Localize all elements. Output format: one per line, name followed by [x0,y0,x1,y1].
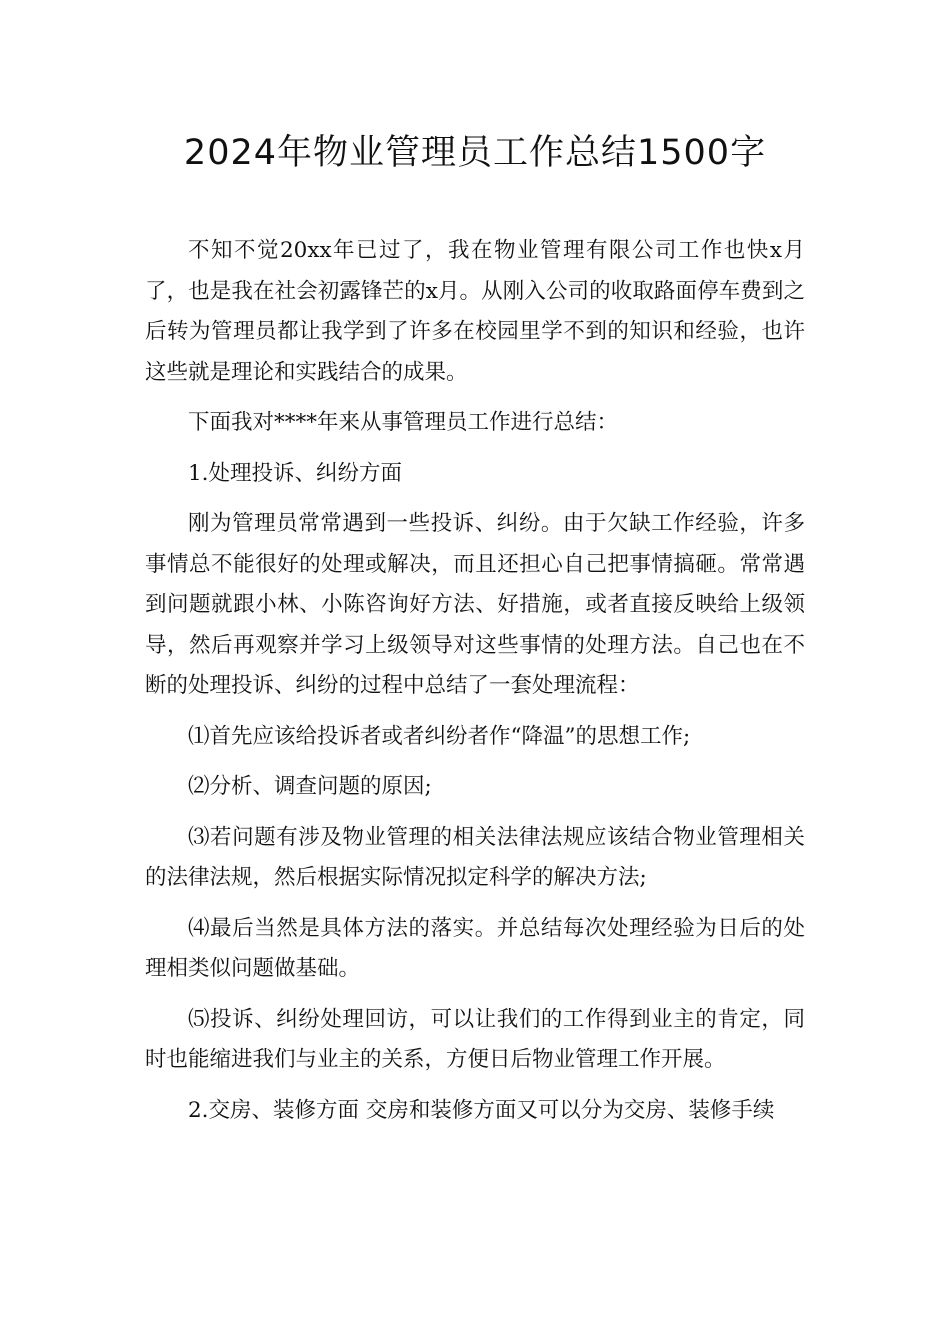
paragraph-summary-lead: 下面我对****年来从事管理员工作进行总结： [188,410,619,435]
document-title: 2024年物业管理员工作总结1500字 [183,133,767,173]
section-heading-complaints: 1.处理投诉、纠纷方面 [188,460,403,486]
list-item-step-1: ⑴首先应该给投诉者或者纠纷者作“降温”的思想工作; [188,723,691,749]
document-body [145,231,805,1141]
paragraph-intro: 不知不觉20xx年已过了，我在物业管理有限公司工作也快x月了，也是我在社会初露锋芒的x月。从刚入公司的收取路面停车费到之后转为管理员都让我学到了许多在校园里学不到的知识和经验，也许这些就是理论和实践结合的成果。 [145,238,805,385]
list-item-step-3: ⑶若问题有涉及物业管理的相关法律法规应该结合物业管理相关的法律法规，然后根据实际情况拟定科学的解决方法; [145,824,805,890]
section-heading-handover: 2.交房、装修方面 交房和装修方面又可以分为交房、装修手续 [188,1097,775,1123]
list-item-step-5: ⑸投诉、纠纷处理回访，可以让我们的工作得到业主的肯定，同时也能缩进我们与业主的关系，方便日后物业管理工作开展。 [145,1006,805,1072]
list-item-step-4: ⑷最后当然是具体方法的落实。并总结每次处理经验为日后的处理相类似问题做基础。 [145,915,805,981]
list-item-step-2: ⑵分析、调查问题的原因; [188,774,432,799]
paragraph-complaints: 刚为管理员常常遇到一些投诉、纠纷。由于欠缺工作经验，许多事情总不能很好的处理或解决，而且还担心自己把事情搞砸。常常遇到问题就跟小林、小陈咨询好方法、好措施，或者直接反映给上级领导，然后再观察并学习上级领导对这些事情的处理方法。自己也在不断的处理投诉、纠纷的过程中总结了一套处理流程： [145,511,805,698]
